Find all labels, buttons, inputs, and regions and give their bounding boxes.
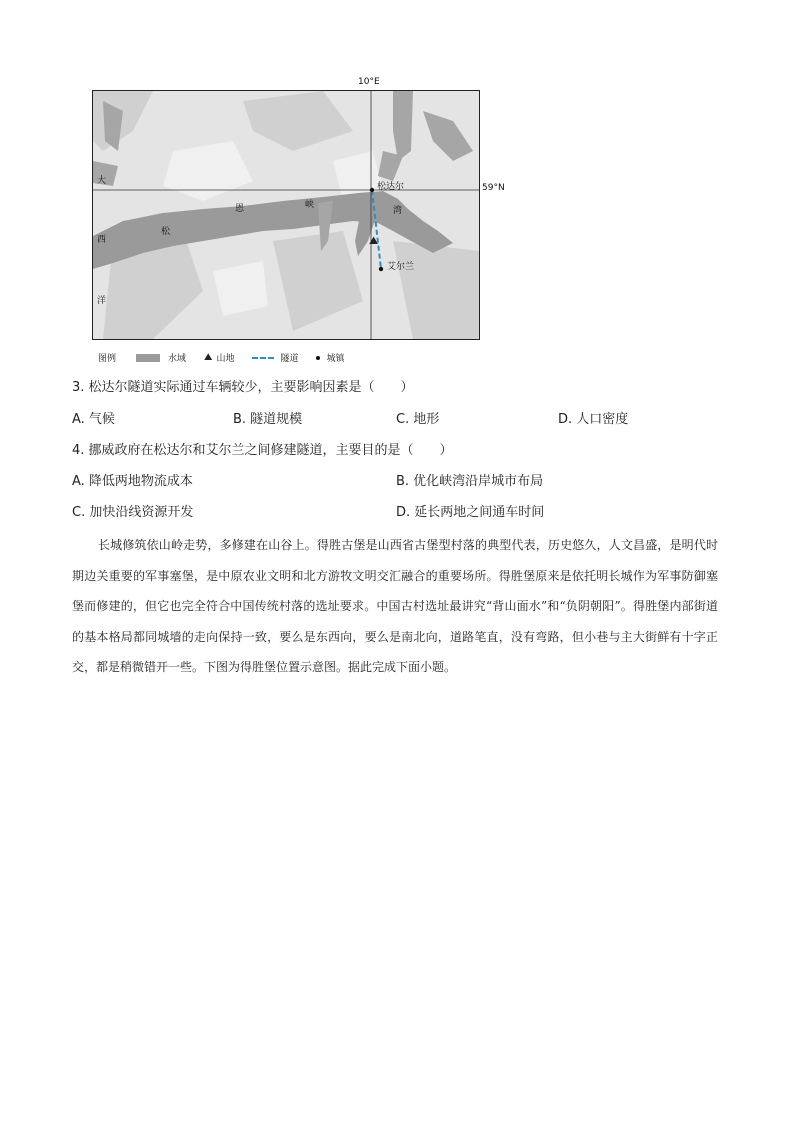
question-4-option-c[interactable]: C. 加快沿线资源开发 xyxy=(72,505,194,520)
legend-town-label: 城镇 xyxy=(326,354,345,364)
legend-mountain-icon: ⛰ xyxy=(204,352,213,363)
question-4-stem: 4. 挪威政府在松达尔和艾尔兰之间修建隧道，主要目的是（ ） xyxy=(72,443,453,458)
mountain-symbol: ⛰ xyxy=(369,234,379,247)
question-3-option-b[interactable]: B. 隧道规模 xyxy=(233,412,303,427)
latitude-label: 59°N xyxy=(482,183,505,193)
sea-char-1: 大 xyxy=(97,176,107,186)
city-south-label: 艾尔兰 xyxy=(387,262,415,272)
fjord-char-4: 湾 xyxy=(393,206,403,216)
sea-char-2: 西 xyxy=(97,235,107,245)
map-area xyxy=(92,90,480,340)
question-4-option-b[interactable]: B. 优化峡湾沿岸城市布局 xyxy=(396,474,544,489)
question-3-option-c[interactable]: C. 地形 xyxy=(396,412,440,427)
question-3-option-d[interactable]: D. 人口密度 xyxy=(558,412,629,427)
fjord-char-2: 恩 xyxy=(235,204,245,214)
map-terrain xyxy=(93,91,479,339)
question-3-stem: 3. 松达尔隧道实际通过车辆较少，主要影响因素是（ ） xyxy=(72,380,414,395)
legend-water-label: 水域 xyxy=(168,354,187,364)
town-dot-north xyxy=(370,188,374,192)
legend-title: 图例 xyxy=(98,354,117,364)
reading-passage: 长城修筑依山岭走势，多修建在山谷上。得胜古堡是山西省古堡型村落的典型代表，历史悠久，人文昌盛，是明代时期边关重要的军事塞堡，是中原农业文明和北方游牧文明交汇融合的重要场所。得胜堡原来是依托明长城作为军事防御塞堡而修建的，但它也完全符合中国传统村落的选址要求。中国古村选址最讲究“背山面水”和“负阴朝阳”。得胜堡内部街道的基本格局都同城墙的走向保持一致，要么是东西向，要么是南北向，道路笔直，没有弯路，但小巷与主大街鲜有十字正交，都是稍微错开一些。下图为得胜堡位置示意图。据此完成下面小题。 xyxy=(72,538,718,674)
legend-tunnel-label: 隧道 xyxy=(280,354,299,364)
sea-char-3: 洋 xyxy=(97,296,107,306)
question-3-option-a[interactable]: A. 气候 xyxy=(72,412,115,427)
legend-tunnel-swatch xyxy=(252,357,274,359)
legend-town-dot xyxy=(316,356,320,360)
town-dot-south xyxy=(379,267,383,271)
fjord-char-1: 松 xyxy=(161,227,171,237)
legend-mountain-label: 山地 xyxy=(216,354,235,364)
map-figure xyxy=(88,70,518,365)
city-north-label: 松达尔 xyxy=(377,182,405,192)
question-4-option-a[interactable]: A. 降低两地物流成本 xyxy=(72,474,193,489)
question-4-option-d[interactable]: D. 延长两地之间通车时间 xyxy=(396,505,545,520)
legend-water-swatch xyxy=(136,354,160,362)
fjord-char-3: 峡 xyxy=(305,200,315,210)
longitude-label: 10°E xyxy=(358,77,380,87)
map-legend xyxy=(98,351,344,364)
